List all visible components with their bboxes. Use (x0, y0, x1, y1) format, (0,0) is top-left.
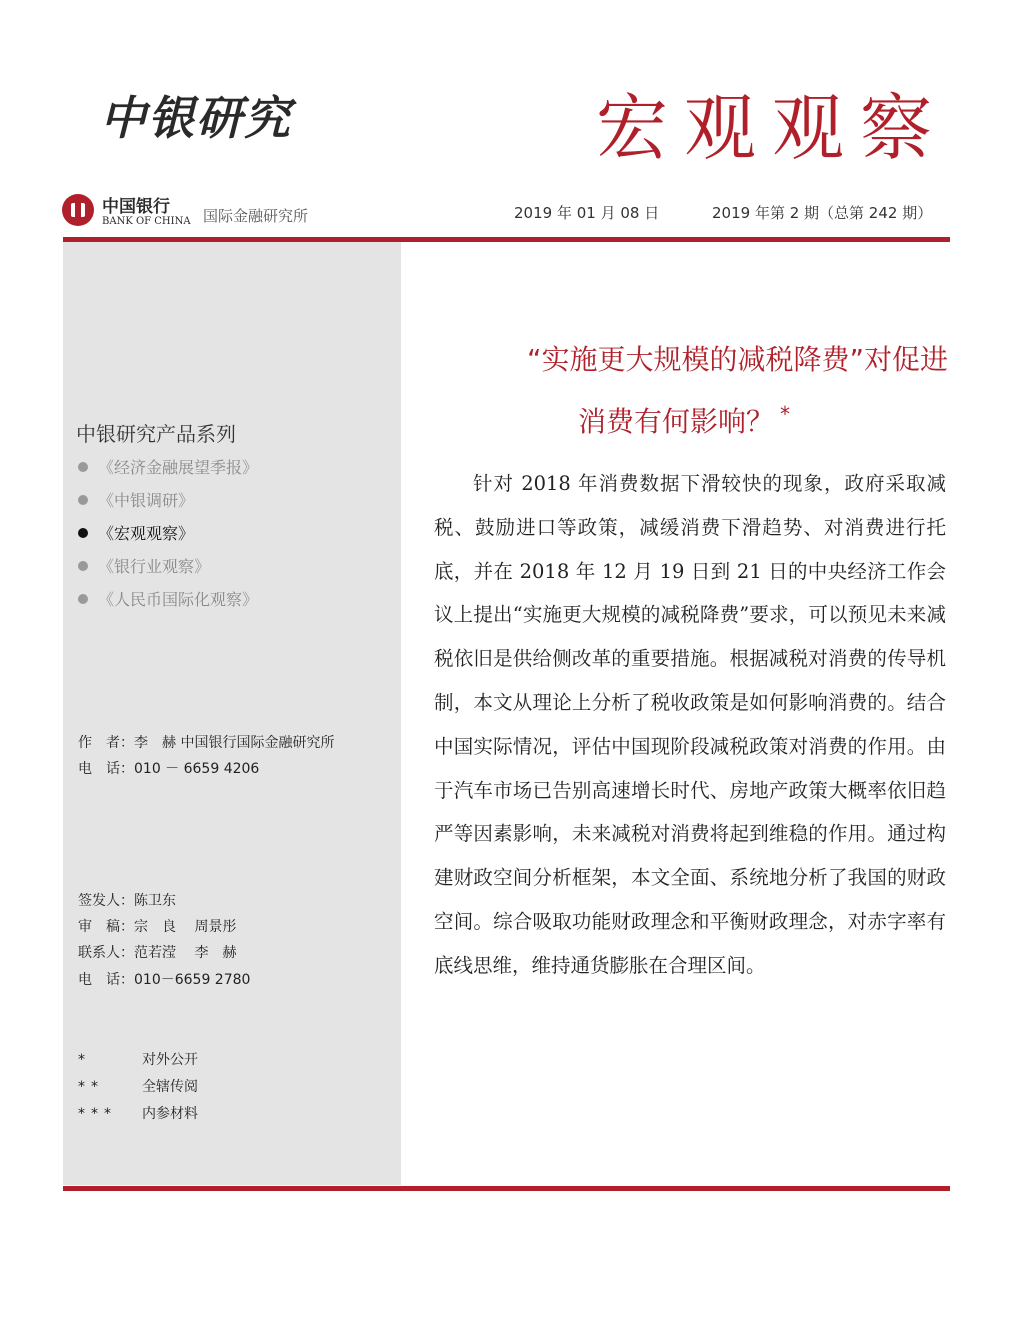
footer-divider (63, 1186, 950, 1191)
bullet-icon (78, 561, 88, 571)
bank-name-cn: 中国银行 (102, 197, 170, 217)
product-series-label: 《中银调研》 (98, 491, 195, 510)
classification-mark: * (78, 1052, 91, 1068)
product-series-item (78, 456, 258, 489)
sidebar-panel (63, 242, 401, 1185)
classification-item (78, 1103, 198, 1123)
product-series-item (78, 588, 258, 621)
article-title-text: 消费有何影响？ (577, 405, 774, 438)
bank-logo (62, 192, 191, 232)
classification-label: 内参材料 (142, 1106, 198, 1122)
series-title: 宏观观察 (595, 86, 948, 170)
product-series-item (78, 489, 258, 522)
contact-phone: 电 话：010－6659 2780 (78, 972, 251, 988)
reviewer-line: 审 稿：宗 良 周景彤 (78, 919, 237, 935)
bullet-icon (78, 462, 88, 472)
product-series-item (78, 522, 258, 555)
bank-name-en: BANK OF CHINA (102, 216, 191, 227)
contact-line: 联系人：范若滢 李 赫 (78, 945, 237, 961)
bullet-icon (78, 528, 88, 538)
product-series-label: 《经济金融展望季报》 (98, 458, 259, 477)
article-title-line-1: “实施更大规模的减税降费”对促进 (526, 343, 948, 376)
classification-label: 全辖传阅 (142, 1079, 198, 1095)
publication-date: 2019 年 01 月 08 日 (514, 204, 660, 222)
classification-mark: *** (78, 1106, 117, 1122)
classification-label: 对外公开 (142, 1052, 198, 1068)
article-abstract: 针对 2018 年消费数据下滑较快的现象，政府采取减税、鼓励进口等政策，减缓消费下滑趋势、对消费进行托底，并在 2018 年 12 月 19 日到 21 日的中央经济工作会议上提出“实施更大规模的减税降费”要求，可以预见未来减税依旧是供给侧改革的重要措施。根据减税对消费的传导机制，本文从理论上分析了税收政策是如何影响消费的。结合中国实际情况，评估中国现阶段减税政策对消费的作用。由于汽车市场已告别高速增长时代、房地产政策大概率依旧趋严等因素影响，未来减税对消费将起到维稳的作用。通过构建财政空间分析框架，本文全面、系统地分析了我国的财政空间。综合吸取功能财政理念和平衡财政理念，对赤字率有底线思维，维持通货膨胀在合理区间。 (434, 472, 946, 977)
bank-emblem-icon (62, 194, 94, 226)
institute-name: 国际金融研究所 (203, 207, 309, 225)
product-series-item (78, 555, 258, 588)
product-series-label: 《宏观观察》 (98, 524, 195, 543)
calligraphy-logo-text: 中银研究 (100, 91, 292, 145)
product-series-heading: 中银研究产品系列 (76, 422, 236, 446)
bullet-icon (78, 594, 88, 604)
title-footnote-mark: * (780, 402, 790, 426)
issue-number: 2019 年第 2 期（总第 242 期） (712, 204, 933, 222)
product-series-list (78, 456, 258, 621)
signer-line: 签发人：陈卫东 (78, 893, 176, 909)
product-series-label: 《银行业观察》 (98, 557, 211, 576)
classification-item (78, 1049, 198, 1069)
classification-mark: ** (78, 1079, 104, 1095)
article-title-line-2 (420, 400, 948, 440)
product-series-label: 《人民币国际化观察》 (98, 590, 259, 609)
author-line: 作 者：李 赫 中国银行国际金融研究所 (78, 735, 335, 751)
author-phone: 电 话：010 － 6659 4206 (78, 761, 260, 777)
classification-item (78, 1076, 198, 1096)
bullet-icon (78, 495, 88, 505)
